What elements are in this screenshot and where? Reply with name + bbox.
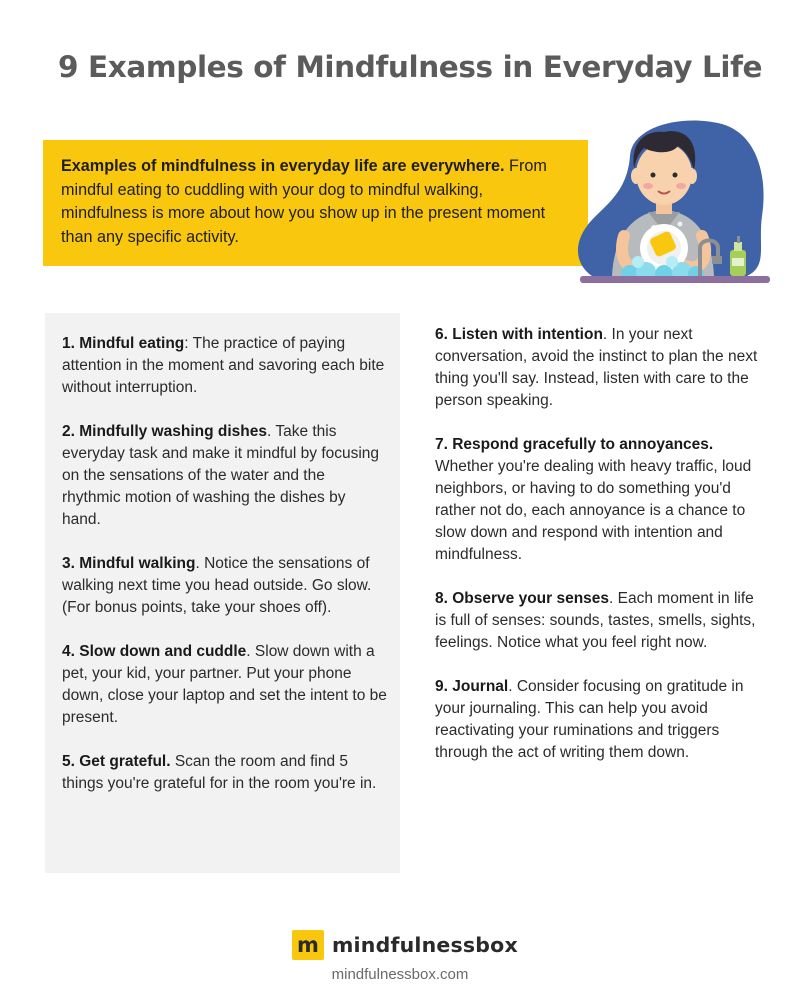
intro-text <box>61 155 571 249</box>
list-item <box>435 434 760 566</box>
item-text: . Slow down with a pet, your kid, your partner. Put your phone down, close your laptop and set the intent to be present. <box>62 643 387 726</box>
item-title: 2. Mindfully washing dishes <box>62 423 267 440</box>
intro-box <box>43 140 588 266</box>
item-text: . Notice the sensations of walking next time you head outside. Go slow. (For bonus points, take your shoes off). <box>62 555 372 616</box>
list-item <box>435 676 760 764</box>
item-title: 5. Get grateful. <box>62 753 171 770</box>
page-title: 9 Examples of Mindfulness in Everyday Life <box>58 50 763 84</box>
website-url-link[interactable]: mindfulnessbox.com <box>331 966 469 983</box>
man-washing-dishes-illustration <box>572 116 772 292</box>
item-title: 8. Observe your senses <box>435 590 610 607</box>
item-text: Whether you're dealing with heavy traffic, loud neighbors, or having to do something you'd rather not do, each annoyance is a chance to slow down and respond with intention and mindfulness. <box>435 458 752 563</box>
item-text: . Each moment in life is full of senses: sounds, tastes, smells, sights, feelings. Notice what you feel right now. <box>435 590 756 651</box>
list-item <box>62 553 387 619</box>
item-text: . Consider focusing on gratitude in your journaling. This can help you avoid reactivating your ruminations and triggers through the act of writing them down. <box>435 678 744 761</box>
item-title: 9. Journal <box>435 678 509 695</box>
item-title: 4. Slow down and cuddle <box>62 643 247 660</box>
list-item <box>62 333 387 399</box>
list-item <box>62 751 387 795</box>
list-item <box>435 324 760 412</box>
brand-logo-link[interactable] <box>292 928 518 962</box>
list-item <box>435 588 760 654</box>
item-text: . Take this everyday task and make it mindful by focusing on the sensations of the water and the rhythmic motion of washing the dishes by hand. <box>62 423 380 528</box>
item-title: 3. Mindful walking <box>62 555 196 572</box>
item-title: 1. Mindful eating <box>62 335 185 352</box>
intro-body: From mindful eating to cuddling with your dog to mindful walking, mindfulness is more about how you show up in the present moment than any specific activity. <box>61 157 547 246</box>
item-title: 7. Respond gracefully to annoyances. <box>435 436 714 453</box>
left-column <box>62 333 387 817</box>
right-column <box>435 324 760 786</box>
item-text: : The practice of paying attention in the moment and savoring each bite without interruption. <box>62 335 385 396</box>
brand-name: mindfulnessbox <box>332 933 518 957</box>
intro-bold: Examples of mindfulness in everyday life are everywhere. <box>61 157 505 175</box>
list-item <box>62 421 387 531</box>
item-text: Scan the room and find 5 things you're grateful for in the room you're in. <box>62 753 377 792</box>
item-text: . In your next conversation, avoid the instinct to plan the next thing you'll say. Instead, listen with care to the person speaking. <box>435 326 758 409</box>
item-title: 6. Listen with intention <box>435 326 603 343</box>
logo-mark-icon: m <box>292 930 324 960</box>
list-item <box>62 641 387 729</box>
